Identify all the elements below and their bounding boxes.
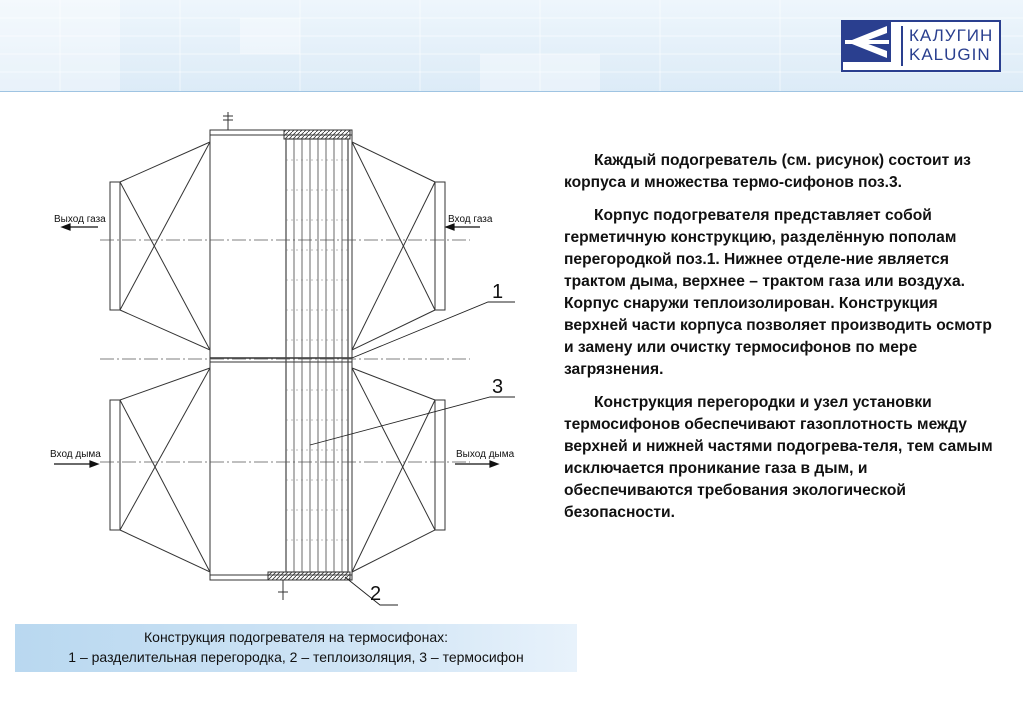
duct-upper-left (120, 142, 210, 350)
heater-body (210, 130, 352, 580)
bundle-fins (286, 160, 348, 540)
paragraph-composition: Каждый подогреватель (см. рисунок) состоит из корпуса и множества термо-сифонов поз.3. (564, 152, 971, 191)
label-gas-in: Вход газа (448, 214, 493, 225)
duct-upper-right (352, 142, 435, 350)
company-logo (841, 20, 1001, 72)
header-rule (0, 91, 1023, 92)
logo-name-en: KALUGIN (909, 45, 991, 64)
description-text (564, 150, 996, 535)
header-banner (0, 0, 1023, 92)
heater-drawing (40, 100, 530, 610)
duct-lower-right (352, 368, 435, 572)
paragraph-partition: Конструкция перегородки и узел установки термосифонов обеспечивают газоплотность между верхней и нижней частями подогрева-теля, тем самым исключается проникание газа в дым, и обеспечиваются требования экологической безопасности. (564, 394, 993, 521)
label-smoke-in: Вход дыма (50, 449, 101, 460)
duct-lower-left (120, 368, 210, 572)
thermosiphon-bundle (286, 139, 348, 572)
label-smoke-out: Выход дыма (456, 449, 515, 460)
insulation-top (284, 130, 350, 139)
insulation-bottom (268, 572, 350, 580)
flow-arrows (54, 224, 498, 467)
logo-arrow-icon (843, 22, 891, 62)
caption-title: Конструкция подогревателя на термосифонах: (144, 629, 448, 645)
callout-1: 1 (492, 281, 504, 303)
label-gas-out: Выход газа (54, 214, 106, 225)
figure-caption (15, 624, 577, 672)
logo-wordmark (901, 26, 995, 66)
logo-name-ru: КАЛУГИН (909, 26, 994, 45)
paragraph-housing: Корпус подогревателя представляет собой герметичную конструкцию, разделённую пополам перегородкой поз.1. Нижнее отделе-ние является трактом дыма, верхнее – трактом газа или воздуха. Корпус снаружи теплоизолирован. Конструкция верхней части корпуса позволяет производить осмотр и замену или очистку термосифонов по мере загрязнения. (564, 207, 992, 378)
center-lines (100, 240, 470, 462)
callout-2: 2 (370, 583, 382, 605)
callout-3: 3 (492, 376, 504, 398)
caption-legend: 1 – разделительная перегородка, 2 – теплоизоляция, 3 – термосифон (68, 649, 524, 665)
